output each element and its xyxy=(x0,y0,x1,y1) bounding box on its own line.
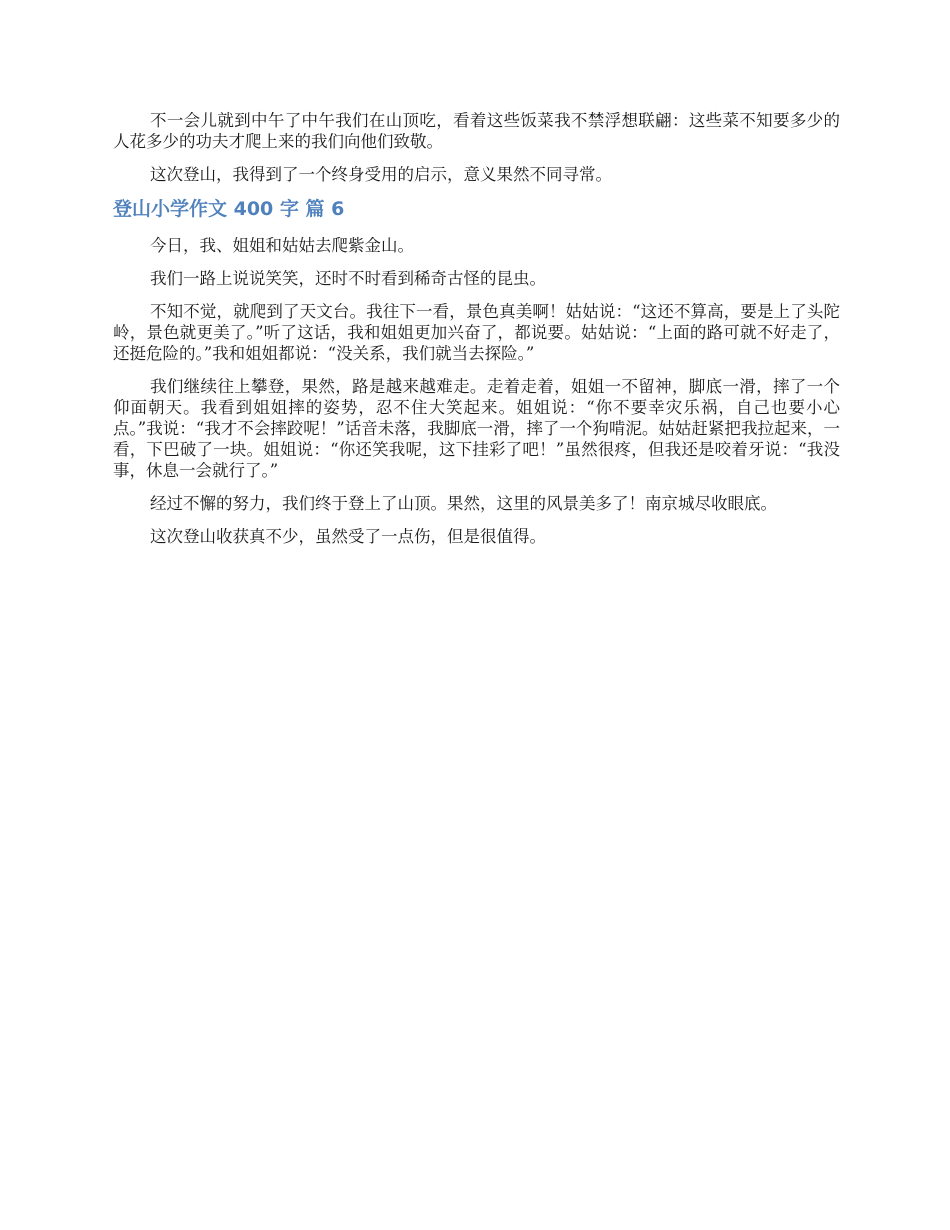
paragraph: 这次登山，我得到了一个终身受用的启示，意义果然不同寻常。 xyxy=(150,165,612,184)
document-page xyxy=(113,110,840,559)
paragraph: 我们继续往上攀登，果然，路是越来越难走。走着走着，姐姐一不留神，脚底一滑，摔了一个仰面朝天。我看到姐姐摔的姿势，忍不住大笑起来。姐姐说：“你不要幸灾乐祸，自己也要小心点。”我说：“我才不会摔跤呢！”话音未落，我脚底一滑，摔了一个狗啃泥。姑姑赶紧把我拉起来，一看，下巴破了一块。姐姐说：“你还笑我呢，这下挂彩了吧！”虽然很疼，但我还是咬着牙说：“我没事，休息一会就行了。” xyxy=(113,377,840,480)
paragraph: 我们一路上说说笑笑，还时不时看到稀奇古怪的昆虫。 xyxy=(150,269,546,288)
section-heading: 登山小学作文 400 字 篇 6 xyxy=(113,198,345,220)
paragraph: 经过不懈的努力，我们终于登上了山顶。果然，这里的风景美多了！南京城尽收眼底。 xyxy=(150,494,777,513)
paragraph: 不一会儿就到中午了中午我们在山顶吃，看着这些饭菜我不禁浮想联翩：这些菜不知要多少的人花多少的功夫才爬上来的我们向他们致敬。 xyxy=(113,111,840,151)
paragraph: 不知不觉，就爬到了天文台。我往下一看，景色真美啊！姑姑说：“这还不算高，要是上了头陀岭，景色就更美了。”听了这话，我和姐姐更加兴奋了，都说要。姑姑说：“上面的路可就不好走了，还挺危险的。”我和姐姐都说：“没关系，我们就当去探险。” xyxy=(113,302,840,363)
paragraph: 这次登山收获真不少，虽然受了一点伤，但是很值得。 xyxy=(150,527,546,546)
paragraph: 今日，我、姐姐和姑姑去爬紫金山。 xyxy=(150,236,414,255)
